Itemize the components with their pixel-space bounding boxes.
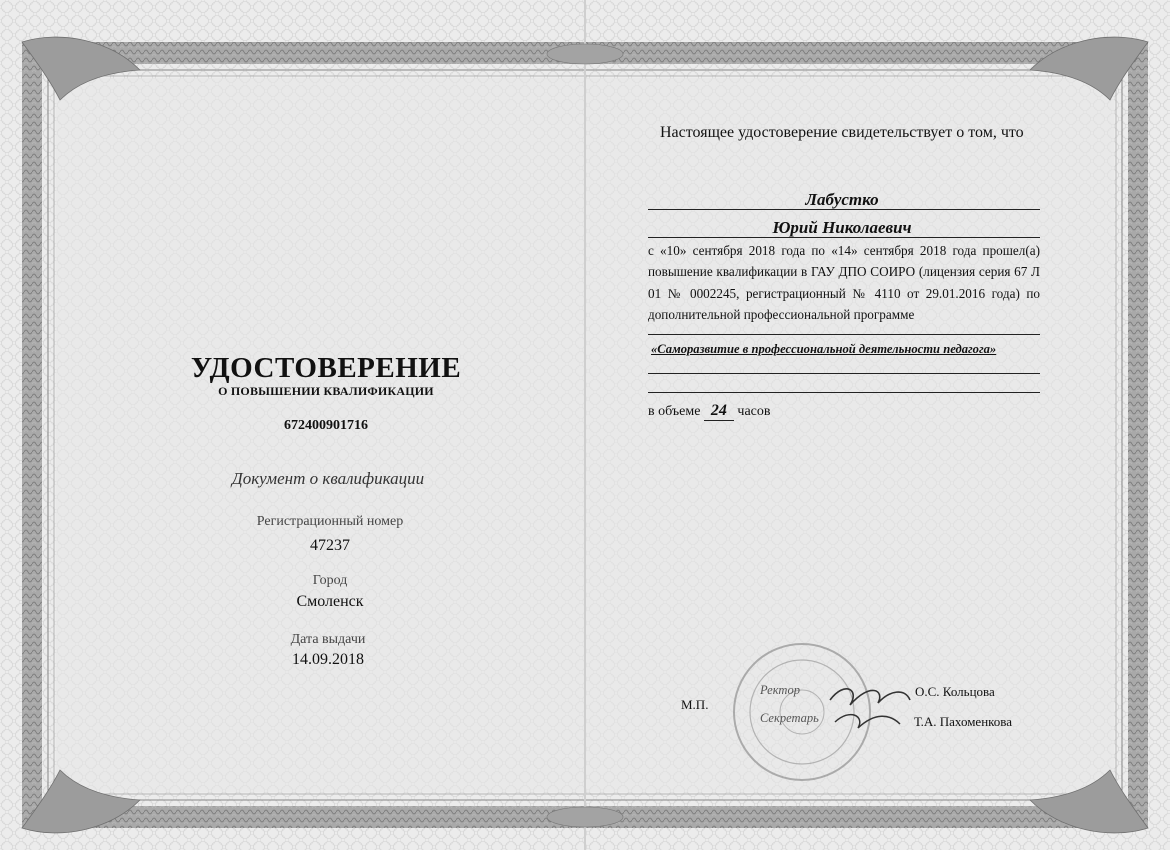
certificate-subtitle: О ПОВЫШЕНИИ КВАЛИФИКАЦИИ	[218, 384, 434, 398]
surname-line	[648, 209, 1040, 210]
registration-label: Регистрационный номер	[256, 514, 404, 529]
name-line	[648, 237, 1040, 238]
serial-number: 672400901716	[284, 418, 368, 433]
volume-line	[648, 402, 771, 421]
name-patronymic: Юрий Николаевич	[772, 218, 912, 237]
rector-name: О.С. Кольцова	[915, 684, 995, 699]
intro-text: Настоящее удостоверение свидетельствует о том, что	[660, 124, 1024, 141]
city-value: Смоленск	[296, 593, 364, 610]
city-label: Город	[312, 573, 348, 588]
qualification-paragraph: с «10» сентября 2018 года по «14» сентября 2018 года прошел(а) повышение квалификации в ГАУ ДПО СОИРО (лицензия серия 67 Л 01 № 0002245, регистрационный № 4110 от 29.01.2016 года) по дополнительной профессиональной программе	[648, 243, 1040, 323]
issue-date-label: Дата выдачи	[290, 632, 366, 647]
program-line-1	[648, 373, 1040, 374]
program-line-2	[648, 392, 1040, 393]
stamp-place-label: М.П.	[681, 697, 709, 712]
secretary-name: Т.А. Пахоменкова	[914, 714, 1013, 729]
issue-date: 14.09.2018	[292, 651, 364, 668]
volume-prefix: в объеме	[648, 404, 701, 419]
registration-number: 47237	[310, 537, 350, 554]
secretary-role: Секретарь	[760, 711, 819, 725]
program-name: «Саморазвитие в профессиональной деятельности педагога»	[651, 342, 997, 356]
certificate-title: УДОСТОВЕРЕНИЕ	[190, 352, 462, 384]
surname: Лабустко	[805, 190, 879, 209]
rector-role: Ректор	[760, 683, 800, 697]
document-type: Документ о квалификации	[231, 469, 425, 488]
hours-value: 24	[704, 402, 734, 421]
hours-suffix: часов	[737, 404, 771, 419]
program-top-line	[648, 334, 1040, 335]
